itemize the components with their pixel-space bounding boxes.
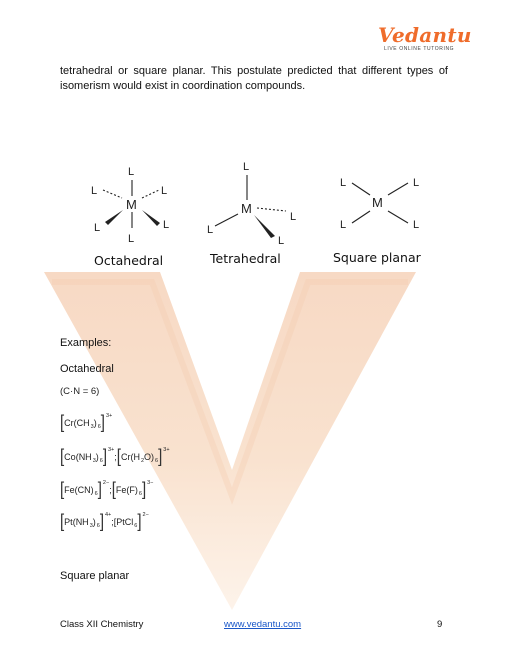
octahedral-ligand-bottom: L bbox=[128, 233, 135, 245]
footer-subject: Class XII Chemistry bbox=[60, 619, 144, 630]
tetrahedral-ligand-top: L bbox=[243, 161, 250, 173]
caption-octahedral: Octahedral bbox=[94, 253, 164, 268]
logo-tagline: LIVE ONLINE TUTORING bbox=[384, 46, 455, 52]
tetrahedral-metal: M bbox=[241, 201, 252, 216]
geometry-diagrams bbox=[60, 150, 460, 275]
octahedral-ligand-upper-left: L bbox=[91, 185, 98, 197]
square-planar-ligand-upper-left: L bbox=[340, 177, 347, 189]
octahedral-ligand-top: L bbox=[128, 166, 135, 178]
formula-pt: [ Pt ( NH 3 ) 6 ] 4+ ; [PtCl 6 ] 2− bbox=[60, 510, 149, 533]
caption-square-planar: Square planar bbox=[333, 250, 421, 265]
square-planar-metal: M bbox=[372, 195, 383, 210]
octahedral-ligand-upper-right: L bbox=[161, 185, 168, 197]
tetrahedral-ligand-left: L bbox=[207, 224, 214, 236]
square-planar-structure bbox=[340, 177, 419, 231]
intro-paragraph: tetrahedral or square planar. This postulate predicted that different types of isomerism would exist in coordination compounds. bbox=[60, 65, 448, 92]
tetrahedral-ligand-right: L bbox=[290, 211, 297, 223]
coordination-number: (C·N = 6) bbox=[60, 386, 100, 397]
tetrahedral-structure bbox=[207, 161, 296, 247]
formula-cr-ch3: [ Cr ( CH 3 ) 6 ] 3+ bbox=[60, 411, 113, 434]
octahedral-ligand-lower-left: L bbox=[94, 222, 101, 234]
formula-fe: [ Fe(CN) 6 ] 2− ; [ Fe ( F ) 6 ] 3− bbox=[60, 478, 154, 501]
octahedral-structure bbox=[91, 166, 169, 245]
square-planar-ligand-lower-right: L bbox=[413, 219, 420, 231]
examples-heading: Examples: bbox=[60, 337, 112, 349]
octahedral-heading: Octahedral bbox=[60, 363, 114, 375]
square-planar-heading: Square planar bbox=[60, 570, 130, 582]
tetrahedral-ligand-bottom: L bbox=[278, 235, 285, 247]
square-planar-ligand-lower-left: L bbox=[340, 219, 347, 231]
page-number: 9 bbox=[437, 619, 443, 630]
vedantu-logo[interactable] bbox=[378, 23, 472, 56]
logo-wordmark: Vedantu bbox=[378, 23, 472, 47]
octahedral-ligand-lower-right: L bbox=[163, 219, 170, 231]
square-planar-ligand-upper-right: L bbox=[413, 177, 420, 189]
caption-tetrahedral: Tetrahedral bbox=[210, 251, 281, 266]
octahedral-metal: M bbox=[126, 197, 137, 212]
formula-co-cr: [ Co ( NH 3 ) 6 ] 3+ ; [ Cr ( H 2 O ) 6 ] 3+ bbox=[60, 445, 170, 468]
footer-website-link[interactable]: www.vedantu.com bbox=[224, 619, 302, 630]
